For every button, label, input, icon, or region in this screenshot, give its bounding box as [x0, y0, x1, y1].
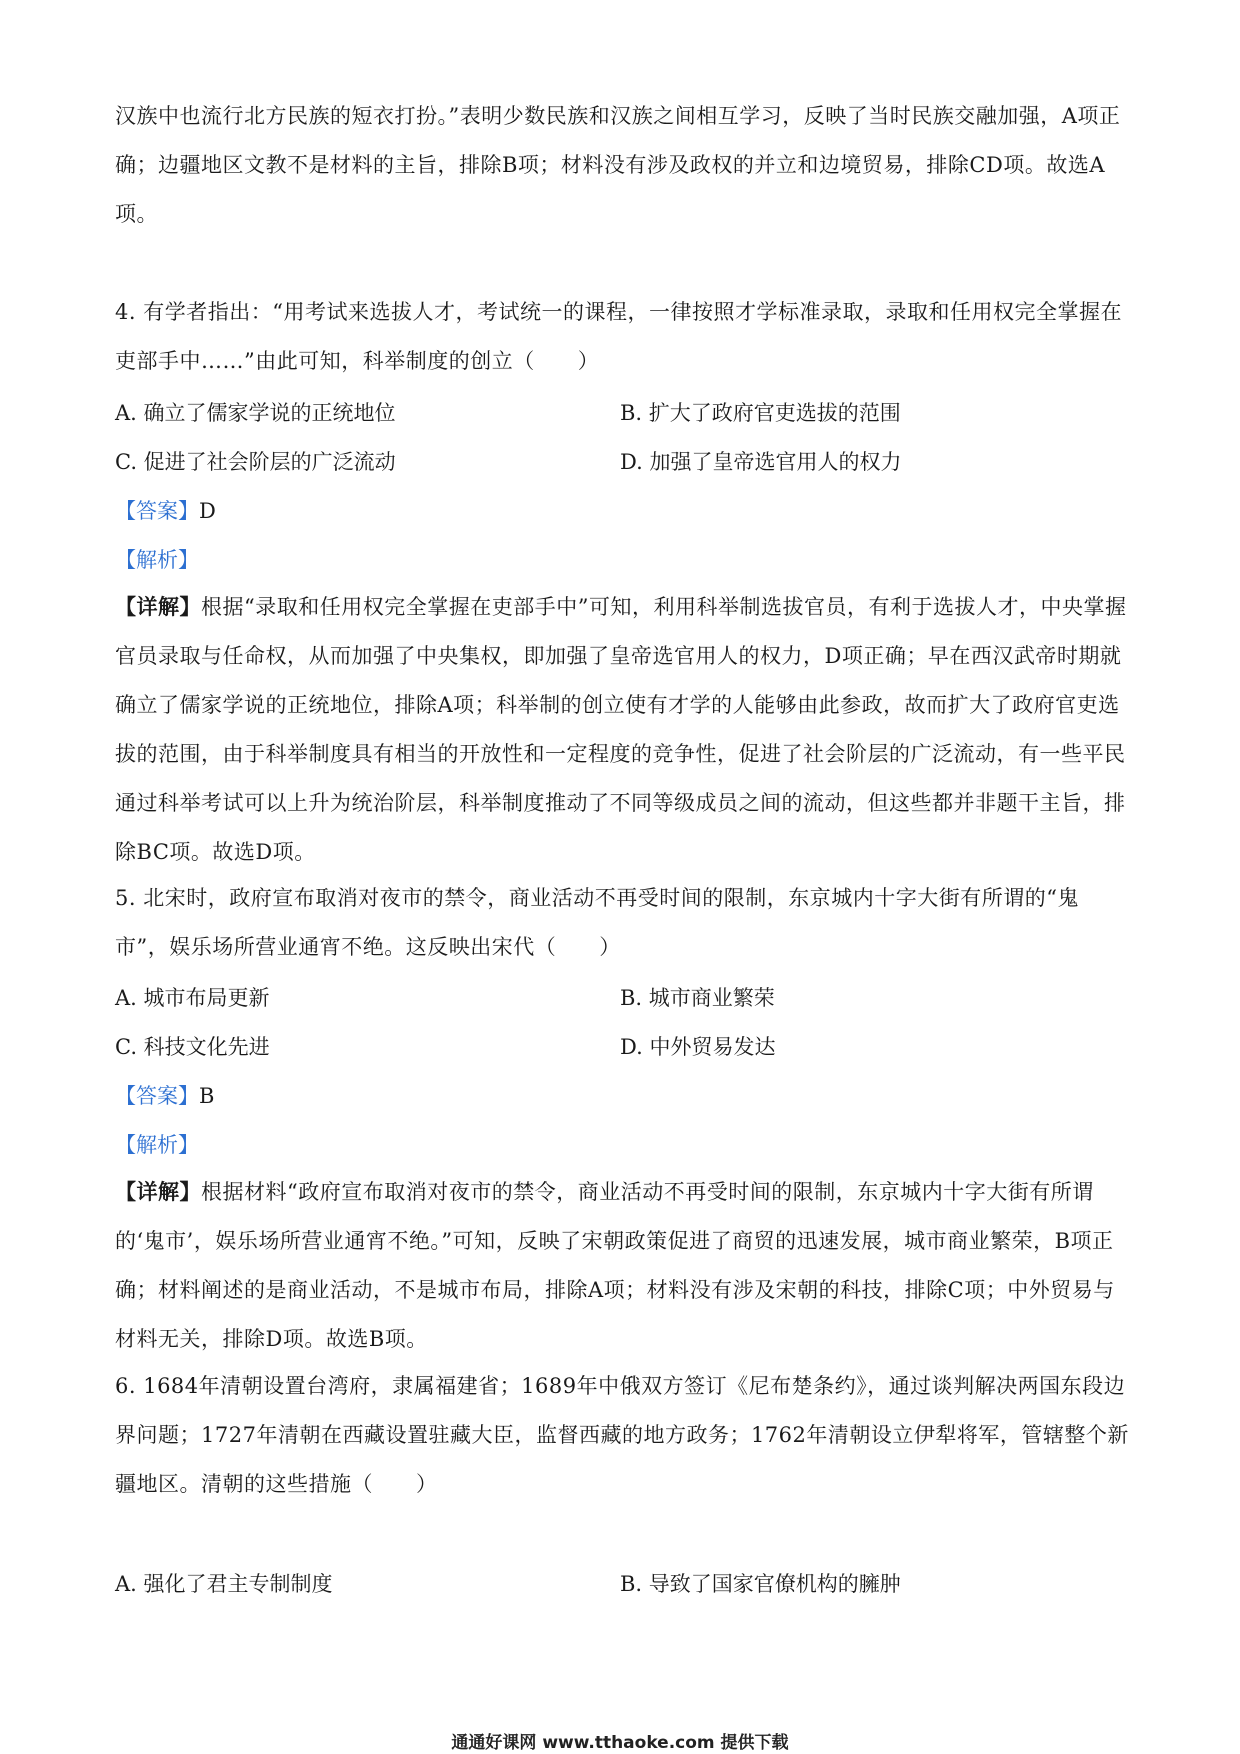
q5-detail — [115, 1167, 1130, 1364]
q5-detail-text: 根据材料“政府宣布取消对夜市的禁令，商业活动不再受时间的限制，东京城内十字大街有所谓的‘鬼市’，娱乐场所营业通宵不绝。”可知，反映了宋朝政策促进了商贸的迅速发展，城市商业繁荣，B项正确；材料阐述的是商业活动，不是城市布局，排除A项；材料没有涉及宋朝的科技，排除C项；中外贸易与材料无关，排除D项。故选B项。 — [115, 1180, 1115, 1351]
q5-option-b: B. 城市商业繁荣 — [620, 986, 775, 1010]
q4-detail-text: 根据“录取和任用权完全掌握在吏部手中”可知，利用科举制选拔官员，有利于选拔人才，中央掌握官员录取与任命权，从而加强了中央集权，即加强了皇帝选官用人的权力，D项正确；早在西汉武帝时期就确立了儒家学说的正统地位，排除A项；科举制的创立使有才学的人能够由此参政，故而扩大了政府官吏选拔的范围，由于科举制度具有相当的开放性和一定程度的竞争性，促进了社会阶层的广泛流动，有一些平民通过科举考试可以上升为统治阶层，科举制度推动了不同等级成员之间的流动，但这些都并非题干主旨，排除BC项。故选D项。 — [115, 595, 1127, 864]
q4-answer-value: D — [199, 499, 216, 523]
q6-stem: 6. 1684年清朝设置台湾府，隶属福建省；1689年中俄双方签订《尼布楚条约》，通过谈判解决两国东段边界问题；1727年清朝在西藏设置驻藏大臣，监督西藏的地方政务；1762年清朝设立伊犁将军，管辖整个新疆地区。清朝的这些措施（ ） — [115, 1374, 1129, 1496]
q5-analysis-label: 【解析】 — [115, 1133, 199, 1157]
q3-explanation-tail: 汉族中也流行北方民族的短衣打扮。”表明少数民族和汉族之间相互学习，反映了当时民族交融加强，A项正确；边疆地区文教不是材料的主旨，排除B项；材料没有涉及政权的并立和边境贸易，排除CD项。故选A项。 — [115, 104, 1121, 226]
q4-answer-label: 【答案】 — [115, 499, 199, 523]
q4-answer — [115, 496, 595, 526]
q5-option-a: A. 城市布局更新 — [115, 986, 270, 1010]
q4-analysis-label: 【解析】 — [115, 548, 199, 572]
q5-option-d: D. 中外贸易发达 — [620, 1035, 776, 1059]
q4-detail-label: 【详解】 — [115, 594, 201, 619]
q5-answer-label: 【答案】 — [115, 1084, 199, 1108]
q4-option-a: A. 确立了儒家学说的正统地位 — [115, 401, 396, 425]
q5-detail-label: 【详解】 — [115, 1179, 201, 1204]
q4-option-b: B. 扩大了政府官吏选拔的范围 — [620, 401, 901, 425]
page-footer: 通通好课网 www.tthaoke.com 提供下载 — [451, 1733, 789, 1753]
q5-stem: 5. 北宋时，政府宣布取消对夜市的禁令，商业活动不再受时间的限制，东京城内十字大街有所谓的“鬼市”，娱乐场所营业通宵不绝。这反映出宋代（ ） — [115, 886, 1079, 959]
q6-option-a: A. 强化了君主专制制度 — [115, 1572, 333, 1596]
q4-detail — [115, 582, 1130, 877]
q4-stem: 4. 有学者指出：“用考试来选拔人才，考试统一的课程，一律按照才学标准录取，录取和任用权完全掌握在吏部手中……”由此可知，科举制度的创立（ ） — [115, 300, 1122, 373]
q6-option-b: B. 导致了国家官僚机构的臃肿 — [620, 1572, 901, 1596]
q5-option-c: C. 科技文化先进 — [115, 1035, 270, 1059]
q5-answer — [115, 1081, 595, 1111]
q4-option-d: D. 加强了皇帝选官用人的权力 — [620, 450, 902, 474]
q4-option-c: C. 促进了社会阶层的广泛流动 — [115, 450, 396, 474]
q5-answer-value: B — [199, 1084, 215, 1108]
